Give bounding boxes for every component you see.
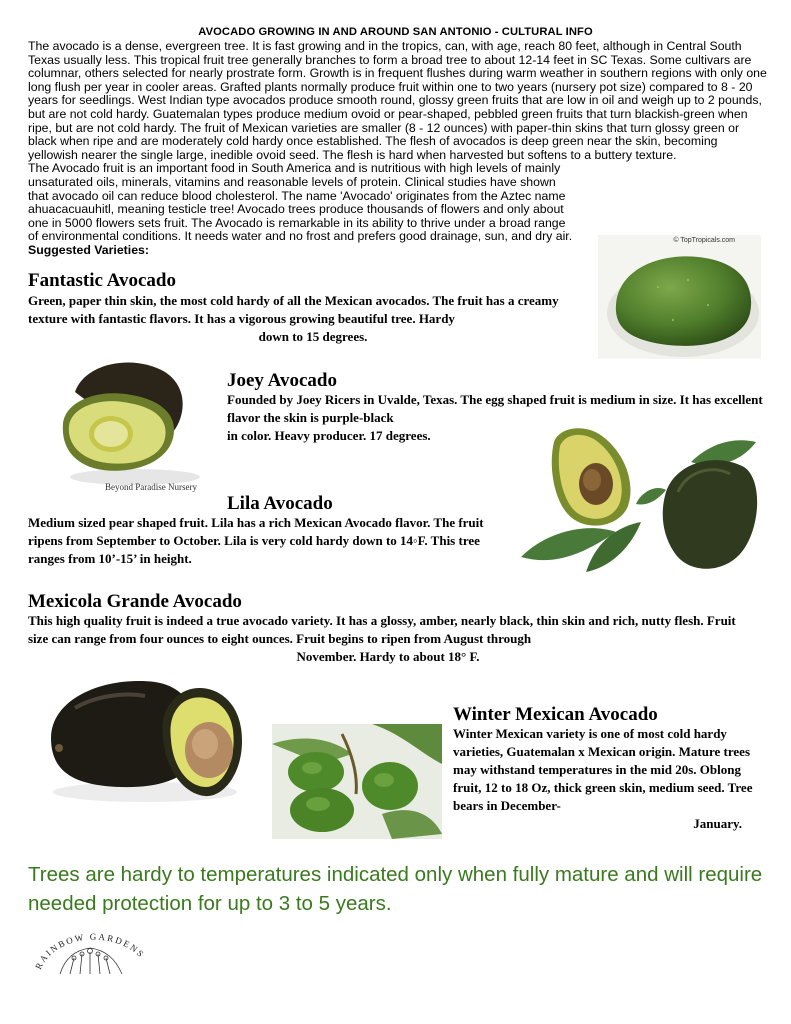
- intro-paragraph-1: The avocado is a dense, evergreen tree. It is fast growing and in the tropics, can, with age, reach 80 feet, although in Central South Texas usually less. This tropical fruit tree generally branches to form a broad tree to about 12-14 feet in SC Texas. Some cultivars are columnar, others selected for nearly prostrate form. Growth is in frequent flushes during warm weather in southern regions with only one long flush per year in cooler areas. Grafted plants normally produce fruit within one to two years (nursery pot size) compared to 8 - 20 years for seedlings. West Indian type avocados produce smooth round, glossy green fruits that are low in oil and weigh up to 2 pounds, but are not cold hardy. Guatemalan types produce medium ovoid or pear-shaped, pebbled green fruits that turn blackish-green when ripe, but are not cold hardy. The fruit of Mexican varieties are smaller (8 - 12 ounces) with paper-thin skins that turn glossy green or black when ripe and are moderately cold hardy once established. The flesh of avocados is deep green near the skin, becoming yellowish nearer the single large, inedible ovoid seed. The flesh is hard when harvested but softens to a buttery texture.: [28, 39, 767, 162]
- lila-avocado-heading: Lila Avocado: [227, 493, 333, 514]
- joey-avocado-heading: Joey Avocado: [227, 370, 337, 391]
- mexicola-grande-description-end: November. Hardy to about 18° F.: [296, 649, 480, 664]
- fantastic-avocado-photo: [598, 235, 761, 359]
- beyond-paradise-credit: Beyond Paradise Nursery: [105, 482, 197, 492]
- fantastic-avocado-description-end: down to 15 degrees.: [258, 329, 368, 344]
- intro-text: [28, 40, 768, 258]
- dark-avocado-image: [45, 668, 245, 808]
- joey-avocado-description-a: Founded by Joey Ricers in Uvalde, Texas. The egg shaped fruit is medium in size. It has excellent flavor the skin is purple-black: [227, 392, 763, 425]
- fantastic-avocado-description-text: Green, paper thin skin, the most cold hardy of all the Mexican avocados. The fruit has a creamy texture with fantastic flavors. It has a vigorous growing beautiful tree. Hardy: [28, 293, 559, 326]
- winter-mexican-avocado-description: [453, 725, 768, 833]
- toptropicals-credit: © TopTropicals.com: [673, 237, 735, 244]
- rainbow-gardens-logo-graphic: [30, 928, 155, 976]
- avocados-on-tree-image: [272, 724, 442, 839]
- mexicola-grande-avocado-heading: Mexicola Grande Avocado: [28, 591, 242, 612]
- green-avocado-image: [598, 235, 761, 359]
- winter-mexican-description-text: Winter Mexican variety is one of most cold hardy varieties, Guatemalan x Mexican origin. Mature trees may withstand temperatures in the mid 20s. Oblong fruit, 12 to 18 Oz, thick green skin, medium seed. Tree bears in December-: [453, 726, 753, 813]
- svg-text:RAINBOW GARDENS: RAINBOW GARDENS: [33, 931, 147, 971]
- document-title: AVOCADO GROWING IN AND AROUND SAN ANTONIO - CULTURAL INFO: [198, 26, 593, 38]
- winter-mexican-avocado-photo: [272, 724, 442, 839]
- fantastic-avocado-heading: Fantastic Avocado: [28, 270, 176, 291]
- joey-avocado-description-b: in color. Heavy producer. 17 degrees.: [227, 428, 431, 443]
- intro-paragraph-2-text: The Avocado fruit is an important food in South America and is nutritious with high levels of mainly unsaturated oils, minerals, vitamins and reasonable levels of protein. Clinical studies have shown that avocado oil can reduce blood cholesterol. The name 'Avocado' originates from the Aztec name ahuacacuauhitl, meaning testicle tree! Avocado trees produce thousands of flowers and only about one in 5000 flowers sets fruit. The Avocado is remarkable in its ability to thrive under a broad range of environmental conditions. It needs water and no frost and prefers good drainage, sun, and dry air.: [28, 161, 573, 244]
- lila-avocado-description: Medium sized pear shaped fruit. Lila has a rich Mexican Avocado flavor. The fruit ripens from September to October. Lila is very cold hardy down to 14◦F. This tree ranges from 10’-15’ in height.: [28, 515, 484, 566]
- fantastic-avocado-description: [28, 292, 598, 346]
- winter-mexican-description-end: January.: [693, 816, 742, 831]
- rainbow-gardens-logo: [30, 928, 155, 976]
- lila-avocado-photo: [516, 422, 761, 587]
- winter-mexican-avocado-heading: Winter Mexican Avocado: [453, 704, 658, 725]
- hardiness-note: Trees are hardy to temperatures indicated only when fully mature and will require needed protection for up to 3 to 5 years.: [28, 863, 763, 915]
- halved-avocado-image: [55, 352, 215, 497]
- intro-paragraph-2: [28, 162, 573, 257]
- suggested-varieties-label: Suggested Varieties:: [28, 242, 149, 257]
- joey-avocado-photo: [55, 352, 215, 497]
- mexicola-grande-avocado-description: [28, 612, 748, 666]
- avocado-with-leaves-image: [516, 422, 761, 587]
- mexicola-grande-avocado-photo: [45, 668, 245, 808]
- mexicola-grande-description-text: This high quality fruit is indeed a true avocado variety. It has a glossy, amber, nearly black, thin skin and rich, nutty flesh. Fruit size can range from four ounces to eight ounces. Fruit begins to ripen from August through: [28, 613, 736, 646]
